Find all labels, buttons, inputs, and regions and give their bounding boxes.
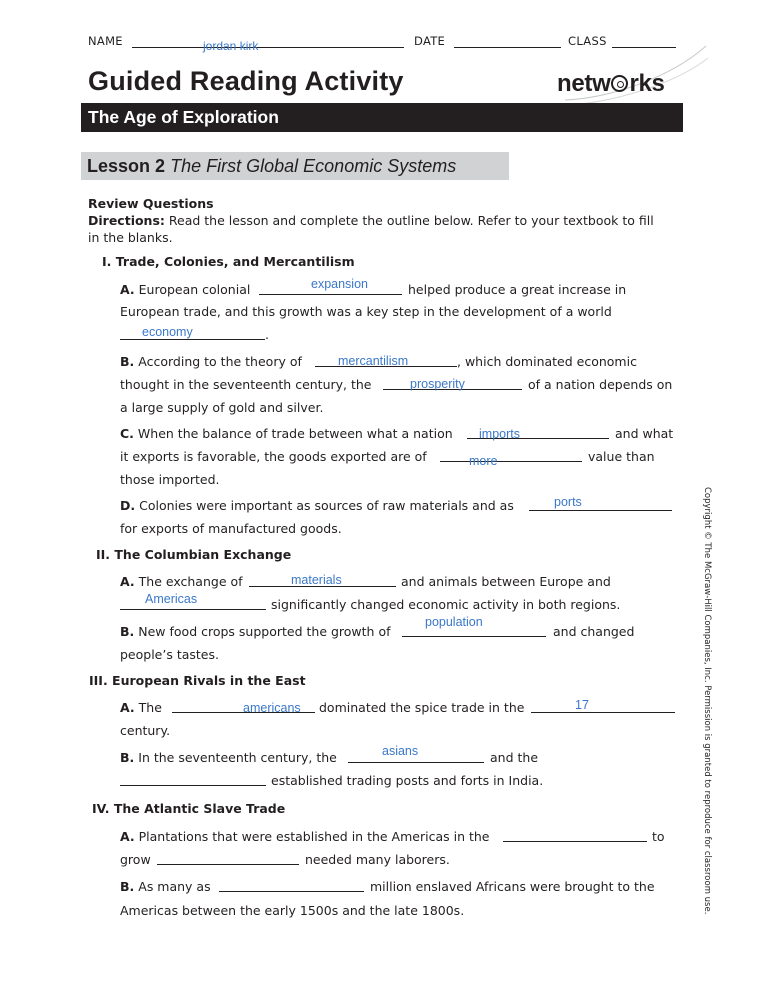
item-text: In the seventeenth century, the [138,750,337,765]
item-text: and the [490,750,539,765]
item-label: B. [120,879,135,894]
item-label: A. [120,829,135,844]
answer-economy[interactable]: economy [142,325,193,339]
logo-text-start: netw [557,70,611,97]
blank-2a-2[interactable] [120,609,266,610]
item-text: When the balance of trade between what a nation [137,426,453,441]
item-1c-line-1 [120,425,453,442]
name-label: NAME [88,34,123,48]
review-heading: Review Questions [88,196,214,211]
item-text: European colonial [138,282,251,297]
date-field-line[interactable] [454,47,561,48]
item-label: B. [120,624,135,639]
blank-3a-2[interactable] [531,712,675,713]
name-field-line[interactable] [132,47,404,48]
item-text: and what [615,426,674,441]
copyright-notice: Copyright © The McGraw-Hill Companies, Inc. Permission is granted to reproduce for classroom use. [702,487,712,915]
blank-1d-1[interactable] [529,510,672,511]
answer-materials[interactable]: materials [291,573,342,587]
item-text: According to the theory of [138,354,302,369]
item-text: of a nation depends on [528,377,673,392]
answer-mercantilism[interactable]: mercantilism [338,354,409,368]
item-label: C. [120,426,134,441]
item-2b-line-1 [120,623,391,640]
item-label: D. [120,498,136,513]
blank-4b-1[interactable] [219,891,364,892]
blank-3b-2[interactable] [120,785,266,786]
item-label: B. [120,354,135,369]
item-4b-line-1 [120,878,211,895]
answer-imports[interactable]: imports [479,427,520,441]
directions-label: Directions: [88,213,165,228]
item-text: . [265,327,269,342]
globe-icon [611,75,628,92]
blank-3b-1[interactable] [348,762,484,763]
item-text: and animals between Europe and [401,574,611,589]
answer-population[interactable]: population [425,615,483,629]
item-label: A. [120,574,135,589]
blank-4a-2[interactable] [157,864,299,865]
answer-expansion[interactable]: expansion [311,277,368,291]
item-4a-line-1 [120,828,490,845]
unit-banner [81,103,683,132]
item-text: people’s tastes. [120,647,219,662]
blank-1a-1[interactable] [259,294,402,295]
directions-text-1: Read the lesson and complete the outline below. Refer to your textbook to fill [168,213,654,228]
class-label: CLASS [568,34,607,48]
answer-prosperity[interactable]: prosperity [410,377,465,391]
answer-americas[interactable]: Americas [145,592,198,606]
networks-logo [557,70,665,98]
item-text: Colonies were important as sources of raw materials and as [139,498,514,513]
logo-text-end: rks [629,70,665,97]
blank-4a-1[interactable] [503,841,647,842]
answer-ports[interactable]: ports [554,495,582,509]
item-text: those imported. [120,472,220,487]
item-label: A. [120,700,135,715]
page-title: Guided Reading Activity [88,66,404,96]
lesson-bar [81,152,509,180]
section-heading-2: II. The Columbian Exchange [96,547,292,562]
answer-asians[interactable]: asians [382,744,419,758]
item-text: Plantations that were established in the Americas in the [138,829,490,844]
item-text: European trade, and this growth was a key step in the development of a world [120,304,612,319]
item-text: to [652,829,665,844]
item-text: value than [588,449,655,464]
item-text: New food crops supported the growth of [138,624,391,639]
item-text: , which dominated economic [457,354,637,369]
item-text: The [138,700,162,715]
item-text: The exchange of [138,574,243,589]
lesson-number: Lesson 2 [87,156,166,176]
directions-text-2: in the blanks. [88,230,173,245]
section-heading-4: IV. The Atlantic Slave Trade [92,801,286,816]
answer-americans[interactable]: americans [243,701,301,715]
item-1d-line-1 [120,497,514,514]
item-text: million enslaved Africans were brought to the [370,879,655,894]
item-text: and changed [553,624,635,639]
item-1a-line-1 [120,281,250,298]
item-text: dominated the spice trade in the [319,700,525,715]
item-1b-line-1 [120,353,302,370]
section-heading-1: I. Trade, Colonies, and Mercantilism [102,254,355,269]
answer-more[interactable]: more [469,454,498,468]
lesson-subtitle: The First Global Economic Systems [170,156,457,176]
name-value[interactable]: jordan kirk [203,39,259,53]
unit-title: The Age of Exploration [88,107,279,127]
item-text: Americas between the early 1500s and the late 1800s. [120,903,465,918]
item-3b-line-1 [120,749,337,766]
item-label: B. [120,750,135,765]
item-label: A. [120,282,135,297]
item-text: needed many laborers. [305,852,450,867]
item-text: thought in the seventeenth century, the [120,377,372,392]
item-text: for exports of manufactured goods. [120,521,342,536]
item-text: helped produce a great increase in [408,282,627,297]
item-text: established trading posts and forts in India. [271,773,544,788]
item-text: a large supply of gold and silver. [120,400,324,415]
item-text: significantly changed economic activity in both regions. [271,597,621,612]
directions-line-1 [88,212,654,229]
item-text: it exports is favorable, the goods exported are of [120,449,427,464]
blank-1c-2[interactable] [440,461,582,462]
item-text: grow [120,852,151,867]
section-heading-3: III. European Rivals in the East [89,673,306,688]
blank-1a-2[interactable] [120,339,265,340]
item-text: As many as [138,879,211,894]
item-2a-line-1 [120,573,243,590]
item-text: century. [120,723,171,738]
item-3a-line-1 [120,699,162,716]
answer-17[interactable]: 17 [575,698,589,712]
blank-2b-1[interactable] [402,636,546,637]
date-label: DATE [414,34,446,48]
